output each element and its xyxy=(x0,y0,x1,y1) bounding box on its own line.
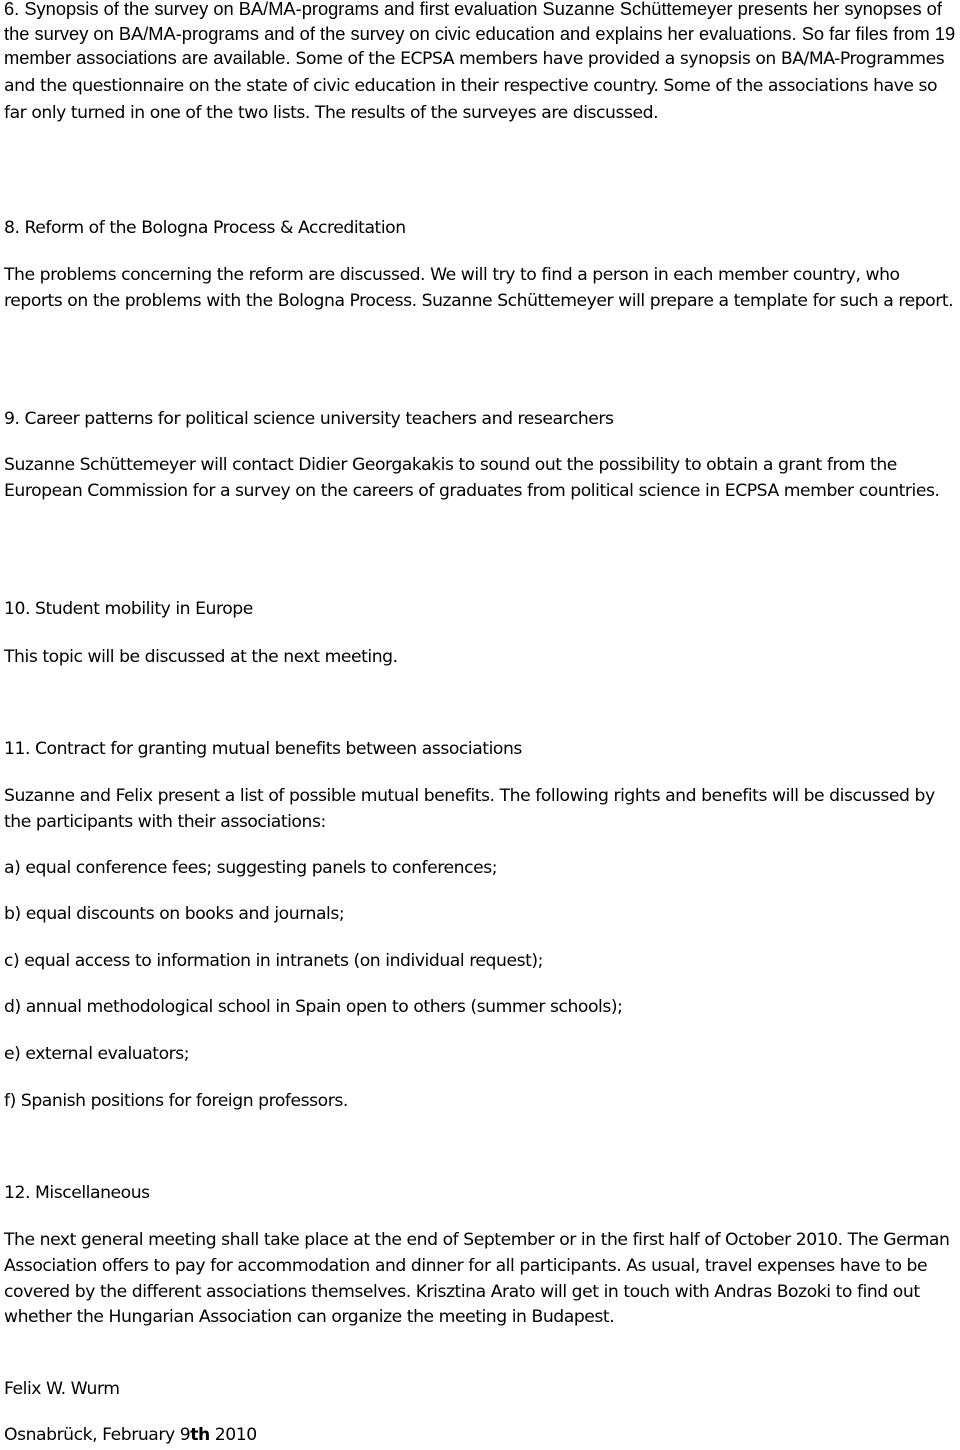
section-6 xyxy=(4,0,958,126)
section-6-text-part1: 6. Synopsis of the survey on BA/MA-programs and first evaluation Suzanne Schüttemeyer presents her synopses of the survey on BA/MA-programs and of the survey on civic education and explains her evaluations. So far files from 19 member associations are available. xyxy=(4,0,956,68)
place-date-prefix: Osnabrück, February 9 xyxy=(4,1425,191,1445)
section-8-body: The problems concerning the reform are discussed. We will try to find a person in each member country, who reports on the problems with the Bologna Process. Suzanne Schüttemeyer will prepare a template for such a report. xyxy=(4,265,954,311)
section-6-text xyxy=(4,0,958,126)
section-10-body: This topic will be discussed at the next meeting. xyxy=(4,647,398,667)
section-12-heading: 12. Miscellaneous xyxy=(4,1183,150,1203)
section-11-item-b: b) equal discounts on books and journals; xyxy=(4,904,345,924)
section-12-body: The next general meeting shall take place at the end of September or in the first half of October 2010. The German Association offers to pay for accommodation and dinner for all participants. As usual, travel expenses have to be covered by the different associations themselves. Krisztina Arato will get in touch with Andras Bozoki to find out whether the Hungarian Association can organize the meeting in Budapest. xyxy=(4,1230,950,1328)
section-10-heading: 10. Student mobility in Europe xyxy=(4,599,253,619)
place-date-year: 2010 xyxy=(209,1425,257,1445)
section-11-item-e: e) external evaluators; xyxy=(4,1044,190,1064)
section-11-item-a: a) equal conference fees; suggesting panels to conferences; xyxy=(4,858,498,878)
section-8-heading: 8. Reform of the Bologna Process & Accreditation xyxy=(4,218,406,238)
signature-name: Felix W. Wurm xyxy=(4,1379,120,1399)
section-11-heading: 11. Contract for granting mutual benefits between associations xyxy=(4,739,522,759)
section-6-text-part2: Some of the ECPSA members have provided a synopsis on BA/MA-Programmes and the questionnaire on the state of civic education in their respective country. Some of the associations have so far only turned in one of the two lists. The results of the surveyes are discussed. xyxy=(4,49,945,123)
section-9-heading: 9. Career patterns for political science university teachers and researchers xyxy=(4,409,614,429)
section-9-body: Suzanne Schüttemeyer will contact Didier Georgakakis to sound out the possibility to obtain a grant from the European Commission for a survey on the careers of graduates from political science in ECPSA member countries. xyxy=(4,455,940,501)
section-11-item-c: c) equal access to information in intranets (on individual request); xyxy=(4,951,543,971)
signature-place-date xyxy=(4,1423,958,1449)
place-date-ordinal: th xyxy=(190,1425,210,1445)
section-11-item-d: d) annual methodological school in Spain open to others (summer schools); xyxy=(4,997,623,1017)
section-11-body: Suzanne and Felix present a list of possible mutual benefits. The following rights and benefits will be discussed by the participants with their associations: xyxy=(4,786,935,832)
section-11-item-f: f) Spanish positions for foreign professors. xyxy=(4,1091,348,1111)
